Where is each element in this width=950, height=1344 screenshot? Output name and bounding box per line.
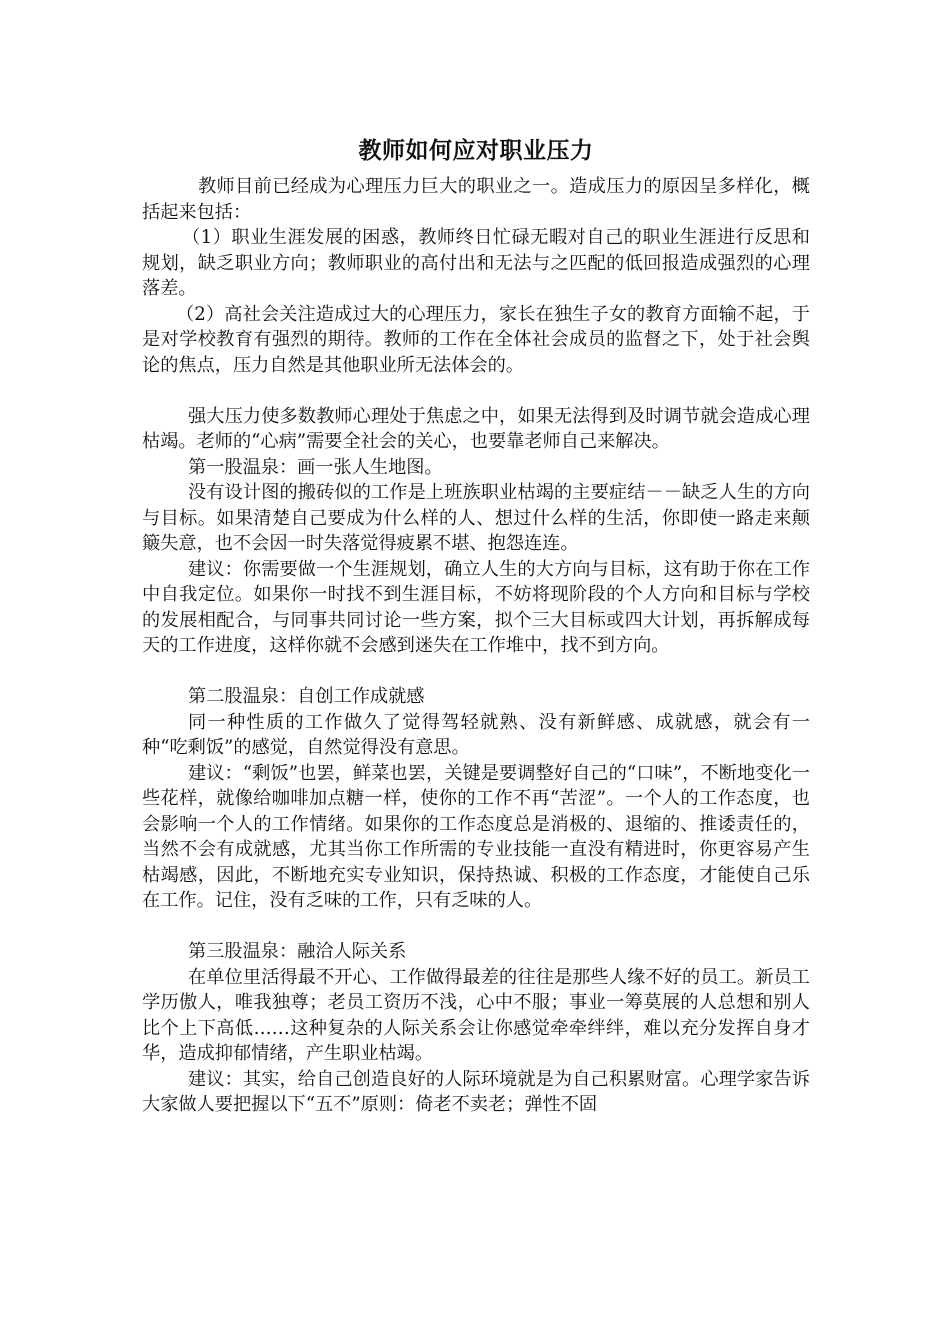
blank-line [142, 659, 810, 685]
section-heading-3: 第三股温泉：融洽人际关系 [188, 941, 407, 962]
section-heading-1: 第一股温泉：画一张人生地图。 [188, 456, 443, 478]
section-heading-2: 第二股温泉：自创工作成就感 [188, 686, 425, 707]
paragraph-cause-2: （2）高社会关注造成过大的心理压力，家长在独生子女的教育方面输不起，于是对学校教育有强烈的期待。教师的工作在全体社会成员的监督之下，处于社会舆论的焦点，压力自然是其他职业所无法体会的。 [142, 303, 810, 376]
document-page [142, 132, 810, 1118]
paragraph-intro: 教师目前已经成为心理压力巨大的职业之一。造成压力的原因呈多样化，概括起来包括： [142, 176, 810, 223]
paragraph-section-2-advice: 建议：“剩饭”也罢，鲜菜也罢，关键是要调整好自己的“口味”，不断地变化一些花样，就像给咖啡加点糖一样，使你的工作不再“苦涩”。一个人的工作态度，也会影响一个人的工作情绪。如果你的工作态度总是消极的、退缩的、推诿责任的，当然不会有成就感，尤其当你工作所需的专业技能一直没有精进时，你更容易产生枯竭感，因此，不断地充实专业知识，保持热诚、积极的工作态度，才能使自己乐在工作。记住，没有乏味的工作，只有乏味的人。 [142, 762, 810, 911]
paragraph-section-1-body: 没有设计图的搬砖似的工作是上班族职业枯竭的主要症结－－缺乏人生的方向与目标。如果清楚自己要成为什么样的人、想过什么样的生活，你即使一路走来颠簸失意，也不会因一时失落觉得疲累不堪、抱怨连连。 [142, 482, 810, 554]
paragraph-cause-1: （1）职业生涯发展的困惑，教师终日忙碌无暇对自己的职业生涯进行反思和规划，缺乏职业方向；教师职业的高付出和无法与之匹配的低回报造成强烈的心理落差。 [142, 227, 810, 299]
paragraph-section-1-advice: 建议：你需要做一个生涯规划，确立人生的大方向与目标，这有助于你在工作中自我定位。如果你一时找不到生涯目标，不妨将现阶段的个人方向和目标与学校的发展相配合，与同事共同讨论一些方案，拟个三大目标或四大计划，再拆解成每天的工作进度，这样你就不会感到迷失在工作堆中，找不到方向。 [142, 558, 810, 656]
blank-line [142, 378, 810, 404]
paragraph-section-3-advice: 建议：其实，给自己创造良好的人际环境就是为自己积累财富。心理学家告诉大家做人要把握以下“五不”原则：倚老不卖老；弹性不固 [142, 1068, 810, 1115]
document-title: 教师如何应对职业压力 [358, 138, 594, 164]
paragraph-pressure: 强大压力使多数教师心理处于焦虑之中，如果无法得到及时调节就会造成心理枯竭。老师的“心病”需要全社会的关心，也要靠老师自己来解决。 [142, 405, 810, 452]
paragraph-section-2-body: 同一种性质的工作做久了觉得驾轻就熟、没有新鲜感、成就感，就会有一种“吃剩饭”的感觉，自然觉得没有意思。 [142, 711, 810, 758]
blank-line [142, 914, 810, 940]
paragraph-section-3-body: 在单位里活得最不开心、工作做得最差的往往是那些人缘不好的员工。新员工学历傲人，唯我独尊；老员工资历不浅，心中不服；事业一筹莫展的人总想和别人比个上下高低……这种复杂的人际关系会让你感觉牵牵绊绊，难以充分发挥自身才华，造成抑郁情绪，产生职业枯竭。 [142, 966, 810, 1064]
